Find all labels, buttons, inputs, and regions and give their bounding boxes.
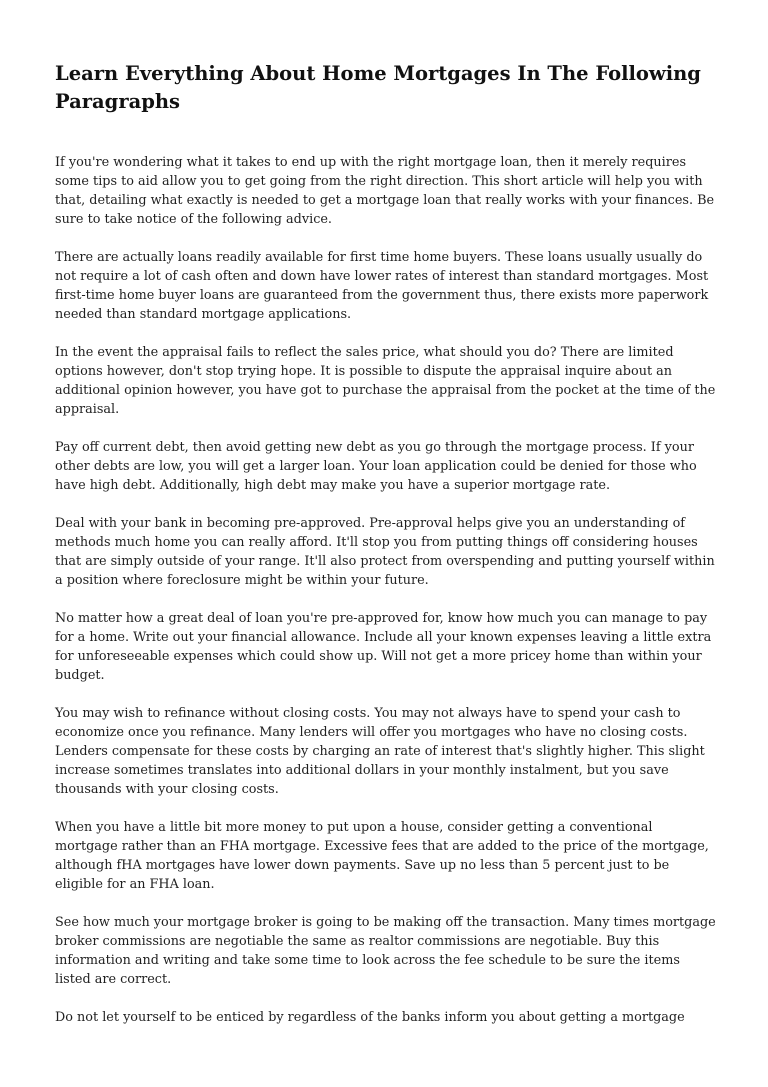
- paragraph: In the event the appraisal fails to reflect the sales price, what should you do? There are limited options however, don't stop trying hope. It is possible to dispute the appraisal inquire about an additional opinion however, you have got to purchase the appraisal from the pocket at the time of the appraisal.: [55, 345, 716, 417]
- document-title: Learn Everything About Home Mortgages In The Following Paragraphs: [55, 62, 701, 113]
- paragraph: See how much your mortgage broker is going to be making off the transaction. Many times mortgage broker commissions are negotiable the same as realtor commissions are negotiable. Buy this information and writing and take some time to look across the fee schedule to be sure the items listed are correct.: [55, 915, 716, 987]
- paragraph: When you have a little bit more money to put upon a house, consider getting a conventional mortgage rather than an FHA mortgage. Excessive fees that are added to the price of the mortgage, although fHA mortgages have lower down payments. Save up no less than 5 percent just to be eligible for an FHA loan.: [55, 820, 709, 892]
- paragraph: Deal with your bank in becoming pre-approved. Pre-approval helps give you an understanding of methods much home you can really afford. It'll stop you from putting things off considering houses that are simply outside of your range. It'll also protect from overspending and putting yourself within a position where foreclosure might be within your future.: [55, 516, 715, 588]
- paragraph: Do not let yourself to be enticed by regardless of the banks inform you about getting a mortgage: [55, 1010, 685, 1025]
- paragraph: You may wish to refinance without closing costs. You may not always have to spend your cash to economize once you refinance. Many lenders will offer you mortgages who have no closing costs. Lenders compensate for these costs by charging an rate of interest that's slightly higher. This slight increase sometimes translates into additional dollars in your monthly instalment, but you save thousands with your closing costs.: [55, 706, 705, 797]
- paragraph: There are actually loans readily available for first time home buyers. These loans usually usually do not require a lot of cash often and down have lower rates of interest than standard mortgages. Most first-time home buyer loans are guaranteed from the government thus, there exists more paperwork needed than standard mortgage applications.: [55, 250, 709, 322]
- document-page: [55, 60, 717, 1046]
- paragraph: If you're wondering what it takes to end up with the right mortgage loan, then it merely requires some tips to aid allow you to get going from the right direction. This short article will help you with that, detailing what exactly is needed to get a mortgage loan that really works with your finances. Be sure to take notice of the following advice.: [55, 155, 715, 227]
- paragraph: Pay off current debt, then avoid getting new debt as you go through the mortgage process. If your other debts are low, you will get a larger loan. Your loan application could be denied for those who have high debt. Additionally, high debt may make you have a superior mortgage rate.: [55, 440, 697, 493]
- paragraph: No matter how a great deal of loan you're pre-approved for, know how much you can manage to pay for a home. Write out your financial allowance. Include all your known expenses leaving a little extra for unforeseeable expenses which could show up. Will not get a more pricey home than within your budget.: [55, 611, 712, 683]
